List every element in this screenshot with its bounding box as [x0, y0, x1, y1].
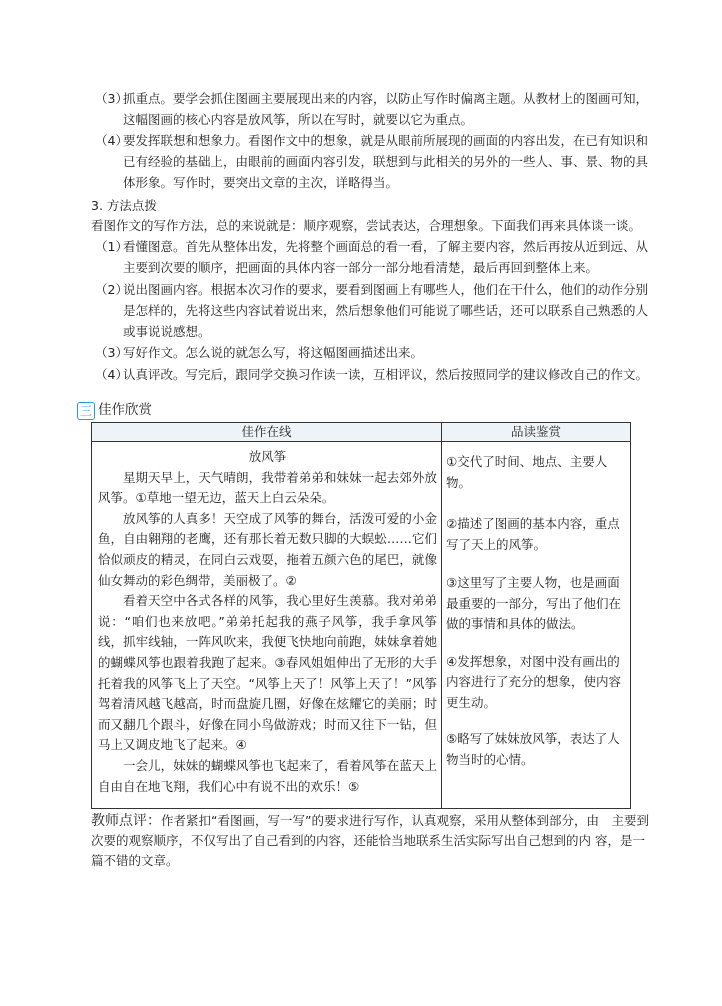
item-number: （2）: [95, 282, 128, 297]
section-number-badge: 三: [77, 402, 95, 420]
item-text: 抓重点。要学会抓住图画主要展现出来的内容，以防止写作时偏离主题。从教材上的图画可知，这幅图画的核心内容是放风筝，所以在写时，就要以它为重点。: [123, 91, 649, 127]
method-heading: 3. 方法点拨: [91, 198, 157, 213]
item-number: （4）: [95, 367, 128, 382]
item-number: （3）: [95, 91, 128, 106]
essay-table: [91, 422, 631, 809]
comment-list: [442, 452, 630, 770]
essay-paragraph: 星期天早上，天气晴朗，我带着弟弟和妹妹一起去郊外放风筝。①草地一望无边，蓝天上白云朵朵。: [98, 469, 437, 506]
item-number: （1）: [95, 239, 128, 254]
method-intro: 看图作文的写作方法，总的来说就是：顺序观察，尝试表达，合理想象。下面我们再来具体谈一谈。: [91, 218, 642, 233]
list-item: [95, 236, 655, 278]
essay-title: 放风筝: [248, 449, 287, 464]
list-item: [95, 130, 655, 193]
essay-body: [92, 442, 441, 797]
essay-paragraph: 放风筝的人真多！天空成了风筝的舞台，活泼可爱的小金鱼，自由翱翔的老鹰，还有那长着无数只脚的大蜈蚣……它们恰似顽皮的精灵，在同白云戏耍，拖着五颜六色的尾巴，就像仙女舞动的彩色绸带，美丽极了。②: [98, 510, 437, 588]
teacher-comment-text: 作者紧扣“看图画，写一写”的要求进行写作，认真观察，采用从整体到部分，由 主要到次要的观察顺序，不仅写出了自己看到的内容，还能恰当地联系生活实际写出自己想到的内 容，是一篇不错的文章。: [91, 813, 649, 868]
list-item: [95, 88, 655, 130]
essay-paragraph: 看着天空中各式各样的风筝，我心里好生羡慕。我对弟弟说：“咱们也来放吧。”弟弟托起我的燕子风筝，我手拿风筝线，抓牢线轴，一阵风吹来，我便飞快地向前跑，妹妹拿着她的蝴蝶风筝也跟着我跑了起来。③春风姐姐伸出了无形的大手托着我的风筝飞上了天空。“风筝上天了！风筝上天了！”风筝驾着清风越飞越高，时而盘旋几圈，好像在炫耀它的美丽；时而又翻几个跟斗，好像在同小鸟做游戏；时而又往下一钻，但马上又调皮地飞了起来。④: [98, 593, 437, 753]
item-text: 要发挥联想和想象力。看图作文中的想象，就是从眼前所展现的画面的内容出发，在已有知识和已有经验的基础上，由眼前的画面内容引发，联想到与此相关的另外的一些人、事、景、物的具体形象。写作时，要突出文章的主次，详略得当。: [123, 133, 649, 190]
table-header-right: 品读鉴赏: [442, 423, 631, 442]
comment-item: ⑤略写了妹妹放风筝，表达了人物当时的心情。: [446, 731, 620, 767]
list-item: [95, 364, 655, 385]
table-header-row: [92, 423, 631, 442]
comment-item: ③这里写了主要人物，也是画面最重要的一部分，写出了他们在做的事情和具体的做法。: [446, 575, 622, 631]
comment-item: ①交代了时间、地点、主要人物。: [446, 454, 608, 490]
item-text: 认真评改。写完后，跟同学交换习作读一读，互相评议，然后按照同学的建议修改自己的作文。: [123, 367, 649, 382]
item-text: 看懂图意。首先从整体出发，先将整个画面总的看一看，了解主要内容，然后再按从近到远、从主要到次要的顺序，把画面的具体内容一部分一部分地看清楚，最后再回到整体上来。: [123, 239, 649, 275]
comment-item: ②描述了图画的基本内容，重点写了天上的风筝。: [446, 516, 620, 552]
comment-item: ④发挥想象，对图中没有画出的内容进行了充分的想象，使内容更生动。: [446, 653, 622, 710]
essay-paragraph: 一会儿，妹妹的蝴蝶风筝也飞起来了，看着风筝在蓝天上自由自在地飞翔，我们心中有说不出的欢乐！⑤: [98, 757, 437, 794]
table-row: [92, 442, 631, 809]
item-text: 写好作文。怎么说的就怎么写，将这幅图画描述出来。: [123, 345, 424, 360]
list-item: [95, 279, 655, 342]
section-title: 佳作欣赏: [98, 402, 152, 418]
item-text: 说出图画内容。根据本次习作的要求，要看到图画上有哪些人，他们在干什么，他们的动作分别是怎样的，先将这些内容试着说出来，然后想象他们可能说了哪些话，还可以联系自己熟悉的人或事说说感想。: [123, 282, 649, 339]
comment-cell: [442, 442, 631, 809]
teacher-comment-label: 教师点评：: [91, 813, 161, 829]
table-header-left: 佳作在线: [92, 423, 442, 442]
teacher-comment: [91, 811, 656, 871]
list-item: [95, 342, 655, 363]
essay-cell: [92, 442, 442, 809]
item-number: （3）: [95, 345, 128, 360]
item-number: （4）: [95, 133, 128, 148]
